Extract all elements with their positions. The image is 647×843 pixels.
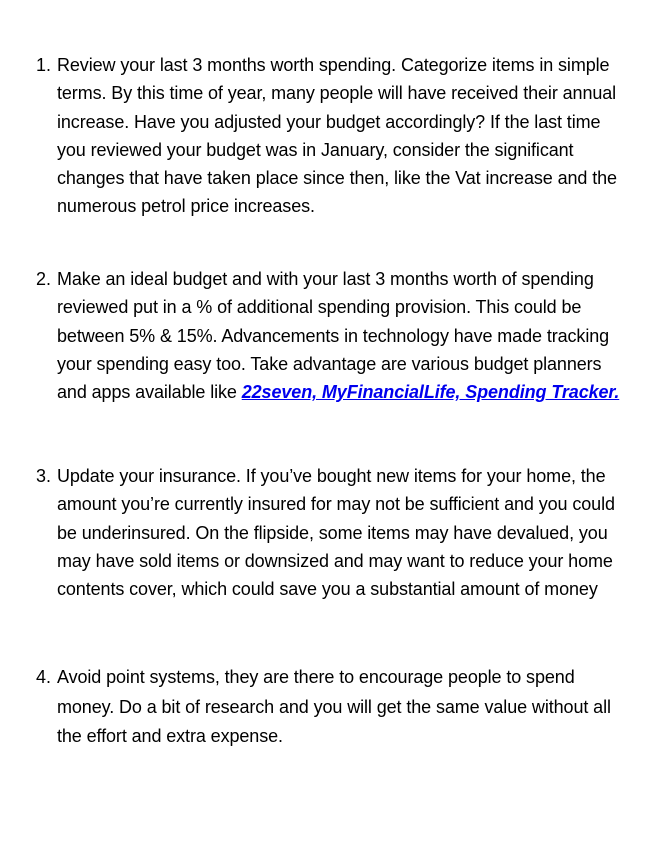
- list-item-number: 3.: [36, 466, 52, 486]
- list-item-text: Avoid point systems, they are there to encourage people to spend money. Do a bit of research and you will get the same value without all the effort and extra expense.: [57, 667, 611, 746]
- list-item-number: 1.: [36, 55, 52, 75]
- list-item-number: 2.: [36, 269, 52, 289]
- list-item-text: Make an ideal budget and with your last 3 months worth of spending reviewed put in a % of additional spending provision. This could be between 5% & 15%. Advancements in technology have made tracking your spending easy too. Take advantage are various budget planners and apps available like: [57, 269, 610, 403]
- list-item-text: Review your last 3 months worth spending. Categorize items in simple terms. By this time of year, many people will have received their annual increase. Have you adjusted your budget accordingly? If the last time you reviewed your budget was in January, consider the significant changes that have taken place since then, like the Vat increase and the numerous petrol price increases.: [57, 55, 617, 217]
- list-item-text: Update your insurance. If you’ve bought new items for your home, the amount you’re currently insured for may not be sufficient and you could be underinsured. On the flipside, some items may have devalued, you may have sold items or downsized and may want to reduce your home contents cover, which could save you a substantial amount of money: [57, 466, 615, 600]
- list-item-number: 4.: [36, 667, 52, 687]
- list-item-text-container: [57, 265, 627, 406]
- budget-apps-link[interactable]: 22seven, MyFinancialLife, Spending Tracker.: [241, 382, 620, 403]
